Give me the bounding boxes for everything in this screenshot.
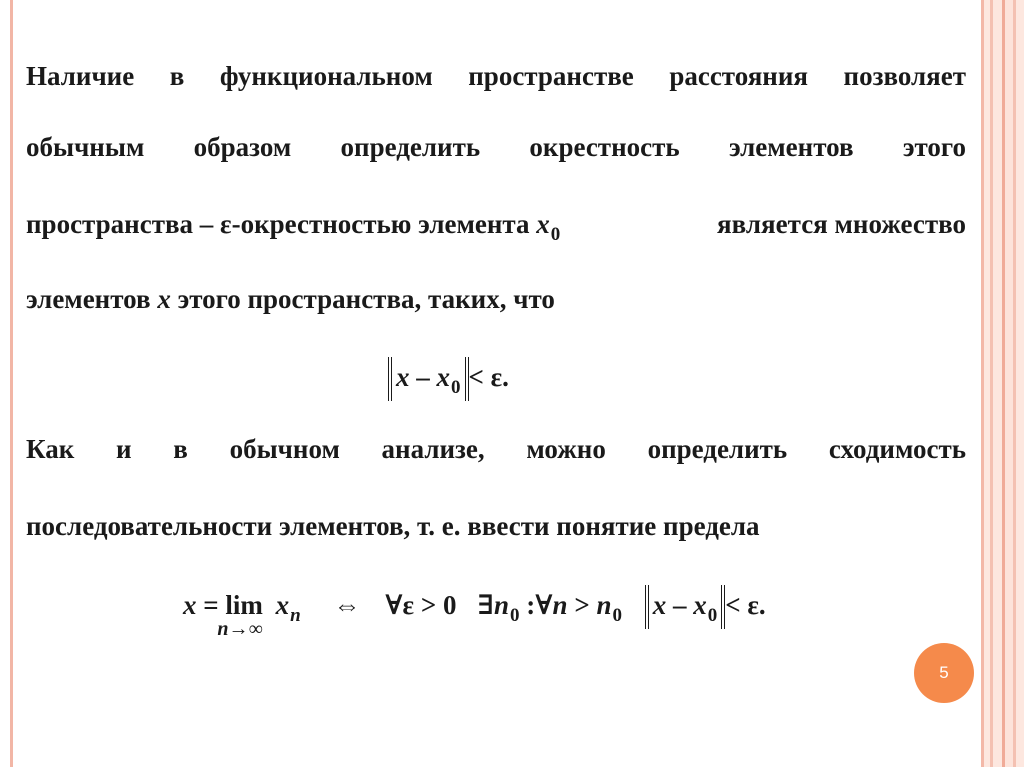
subscript-zero: 0 (612, 605, 622, 626)
page-number-badge (914, 643, 974, 703)
subscript-zero: 0 (707, 605, 718, 626)
text-line: пространства – ε-окрестностью элемента (26, 209, 530, 239)
norm-bars (388, 357, 469, 401)
limit-operator (217, 590, 263, 640)
less-than-epsilon: < ε. (468, 362, 509, 392)
subscript-zero: 0 (550, 224, 561, 245)
subscript-zero: 0 (509, 605, 520, 626)
symbol-x: x (536, 209, 550, 239)
symbol-x: x (157, 284, 171, 314)
exists-symbol: ∃ (477, 590, 494, 620)
symbol-x: x (436, 362, 450, 392)
text-line: Как и в обычном анализе, можно определить сходимость (26, 434, 966, 464)
symbol-x: x (693, 590, 707, 620)
text-line: обычным образом определить окрестность элементов этого (26, 132, 966, 162)
left-frame-line (10, 0, 13, 767)
text-line: Наличие в функциональном пространстве расстояния позволяет (26, 61, 966, 91)
page-number: 5 (939, 663, 949, 682)
subscript-zero: 0 (451, 377, 461, 398)
norm-formula (388, 357, 509, 401)
symbol-x: x (652, 590, 667, 620)
paragraph-1-line-4 (26, 281, 966, 317)
forall-epsilon: ∀ε > 0 (385, 590, 457, 620)
paragraph-2-line-1 (26, 431, 966, 467)
paragraph-1-line-2 (26, 129, 966, 165)
equals-sign: = (203, 590, 219, 620)
minus-sign: – (672, 590, 687, 620)
decorative-stripes (978, 0, 1024, 767)
text-segment (26, 206, 560, 246)
colon-forall: :∀ (526, 590, 553, 620)
subscript-n: n (290, 605, 301, 626)
minus-sign: – (416, 362, 430, 392)
text-line: этого пространства, таких, что (177, 284, 555, 314)
symbol-n: n (552, 590, 568, 620)
limit-formula (183, 585, 766, 645)
iff-arrow: ⇔ (333, 590, 361, 620)
symbol-x: x (396, 362, 410, 392)
symbol-x: x (183, 590, 197, 620)
symbol-n: n (596, 590, 612, 620)
lim-subscript: n→∞ (217, 618, 263, 640)
paragraph-1-line-3 (26, 206, 966, 246)
norm-bars (645, 585, 726, 629)
symbol-x: x (275, 590, 290, 620)
symbol-n: n (493, 590, 509, 620)
text-line: является множество (717, 209, 966, 239)
paragraph-1-line-1 (26, 58, 966, 94)
lim-text: lim (225, 590, 263, 620)
less-than-epsilon: < ε. (725, 590, 766, 620)
paragraph-2-line-2 (26, 508, 966, 544)
text-line: элементов (26, 284, 151, 314)
greater-than: > (574, 590, 590, 620)
text-line: последовательности элементов, т. е. ввести понятие предела (26, 511, 760, 541)
